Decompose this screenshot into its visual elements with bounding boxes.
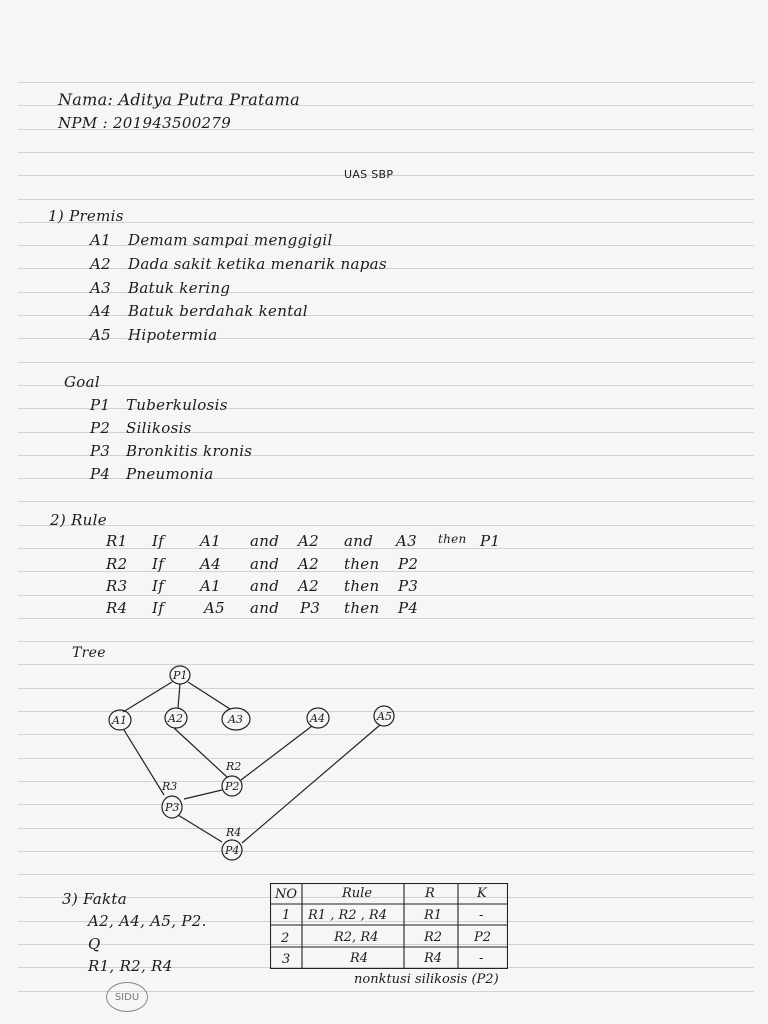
table-cell: R4 [350, 951, 369, 966]
rule-cell: If [152, 577, 165, 595]
rule-cell: P1 [480, 532, 501, 550]
rule-cell: A3 [396, 532, 417, 550]
fakta-line: R1, R2, R4 [88, 957, 173, 975]
table-cell: 3 [282, 952, 291, 967]
premis-code: A2 [90, 255, 111, 273]
rule-heading: 2) Rule [50, 511, 107, 529]
table-cell: 2 [281, 931, 290, 946]
rule-cell: then [344, 599, 380, 617]
rule-cell: and [250, 577, 280, 595]
premis-text: Hipotermia [128, 326, 218, 344]
goal-code: P1 [90, 396, 111, 414]
premis-heading: 1) Premis [48, 207, 124, 225]
tree-node-label: P1 [173, 669, 188, 682]
table-cell: - [479, 951, 484, 966]
table-cell: R2, R4 [334, 930, 379, 945]
tree-edge [124, 730, 164, 795]
rule-cell: A1 [200, 577, 221, 595]
goal-text: Tuberkulosis [126, 396, 228, 414]
rule-cell: and [250, 599, 280, 617]
sidu-stamp: SIDU [106, 982, 148, 1012]
tree-node-label: A1 [112, 714, 127, 727]
table-header-rule: Rule [342, 886, 373, 901]
tree-node-label: A4 [310, 712, 325, 725]
tree-node-label: A2 [168, 712, 183, 725]
student-npm: NPM : 201943500279 [58, 114, 232, 132]
tracking-table-grid [270, 883, 508, 969]
table-header-r: R [425, 886, 435, 901]
rule-cell: A4 [200, 555, 221, 573]
rule-cell: A2 [298, 532, 319, 550]
goal-code: P3 [90, 442, 111, 460]
tree-edge [178, 684, 180, 708]
premis-text: Batuk kering [128, 279, 231, 297]
goal-code: P4 [90, 465, 111, 483]
rule-cell: A2 [298, 555, 319, 573]
rule-cell: then [344, 555, 380, 573]
rule-cell: If [152, 555, 165, 573]
tree-node-label: P2 [225, 780, 240, 793]
exam-title: UAS SBP [344, 168, 394, 181]
table-cell: P2 [474, 930, 492, 945]
premis-code: A3 [90, 279, 111, 297]
rule-cell: R3 [106, 577, 128, 595]
goal-code: P2 [90, 419, 111, 437]
rule-cell: P3 [300, 599, 321, 617]
premis-text: Demam sampai menggigil [128, 231, 333, 249]
student-name: Nama: Aditya Putra Pratama [58, 90, 300, 109]
tree-node-label: P3 [165, 801, 180, 814]
goal-text: Pneumonia [126, 465, 214, 483]
rule-cell: If [152, 599, 165, 617]
tree-edge [188, 682, 230, 709]
rule-cell: R2 [106, 555, 128, 573]
premis-code: A5 [90, 326, 111, 344]
rule-cell: P2 [398, 555, 419, 573]
rule-cell: R1 [106, 532, 128, 550]
table-header-no: NO [275, 887, 298, 902]
rule-cell: A2 [298, 577, 319, 595]
tree-edge [242, 725, 380, 843]
rule-cell: R4 [106, 599, 128, 617]
fakta-line: A2, A4, A5, P2. [88, 912, 207, 930]
tree-rule-label: R3 [162, 780, 178, 793]
table-header-k: K [477, 886, 487, 901]
goal-text: Silikosis [126, 419, 192, 437]
tree-heading: Tree [72, 645, 106, 661]
rule-cell: and [250, 555, 280, 573]
rule-cell: P3 [398, 577, 419, 595]
tree-edge [123, 682, 172, 712]
table-cell: R1 [424, 908, 443, 923]
tree-edge [178, 815, 222, 842]
table-conclusion-note: nonktusi silikosis (P2) [354, 972, 499, 987]
rule-cell: and [344, 532, 374, 550]
rule-cell: then [344, 577, 380, 595]
tree-edge [174, 728, 227, 777]
table-cell: - [479, 908, 484, 923]
table-cell: R2 [424, 930, 443, 945]
table-cell: 1 [282, 908, 291, 923]
premis-text: Batuk berdahak kental [128, 302, 308, 320]
rule-cell: and [250, 532, 280, 550]
table-cell: R4 [424, 951, 443, 966]
table-cell: R1 , R2 , R4 [308, 908, 387, 923]
rule-cell: P4 [398, 599, 419, 617]
tree-node-label: A3 [228, 713, 243, 726]
premis-code: A4 [90, 302, 111, 320]
premis-code: A1 [90, 231, 111, 249]
goal-text: Bronkitis kronis [126, 442, 253, 460]
tree-node-label: A5 [377, 710, 392, 723]
rule-cell: A1 [200, 532, 221, 550]
premis-text: Dada sakit ketika menarik napas [128, 255, 387, 273]
tree-edge [184, 790, 222, 799]
fakta-heading: 3) Fakta [62, 890, 127, 908]
tree-rule-label: R2 [226, 760, 242, 773]
rule-cell: If [152, 532, 165, 550]
rule-cell: then [438, 532, 467, 546]
rule-cell: A5 [204, 599, 225, 617]
tree-rule-label: R4 [226, 826, 242, 839]
tree-edge [241, 726, 312, 780]
fakta-line: Q [88, 935, 101, 953]
tree-node-label: P4 [225, 844, 240, 857]
goal-heading: Goal [64, 373, 100, 391]
